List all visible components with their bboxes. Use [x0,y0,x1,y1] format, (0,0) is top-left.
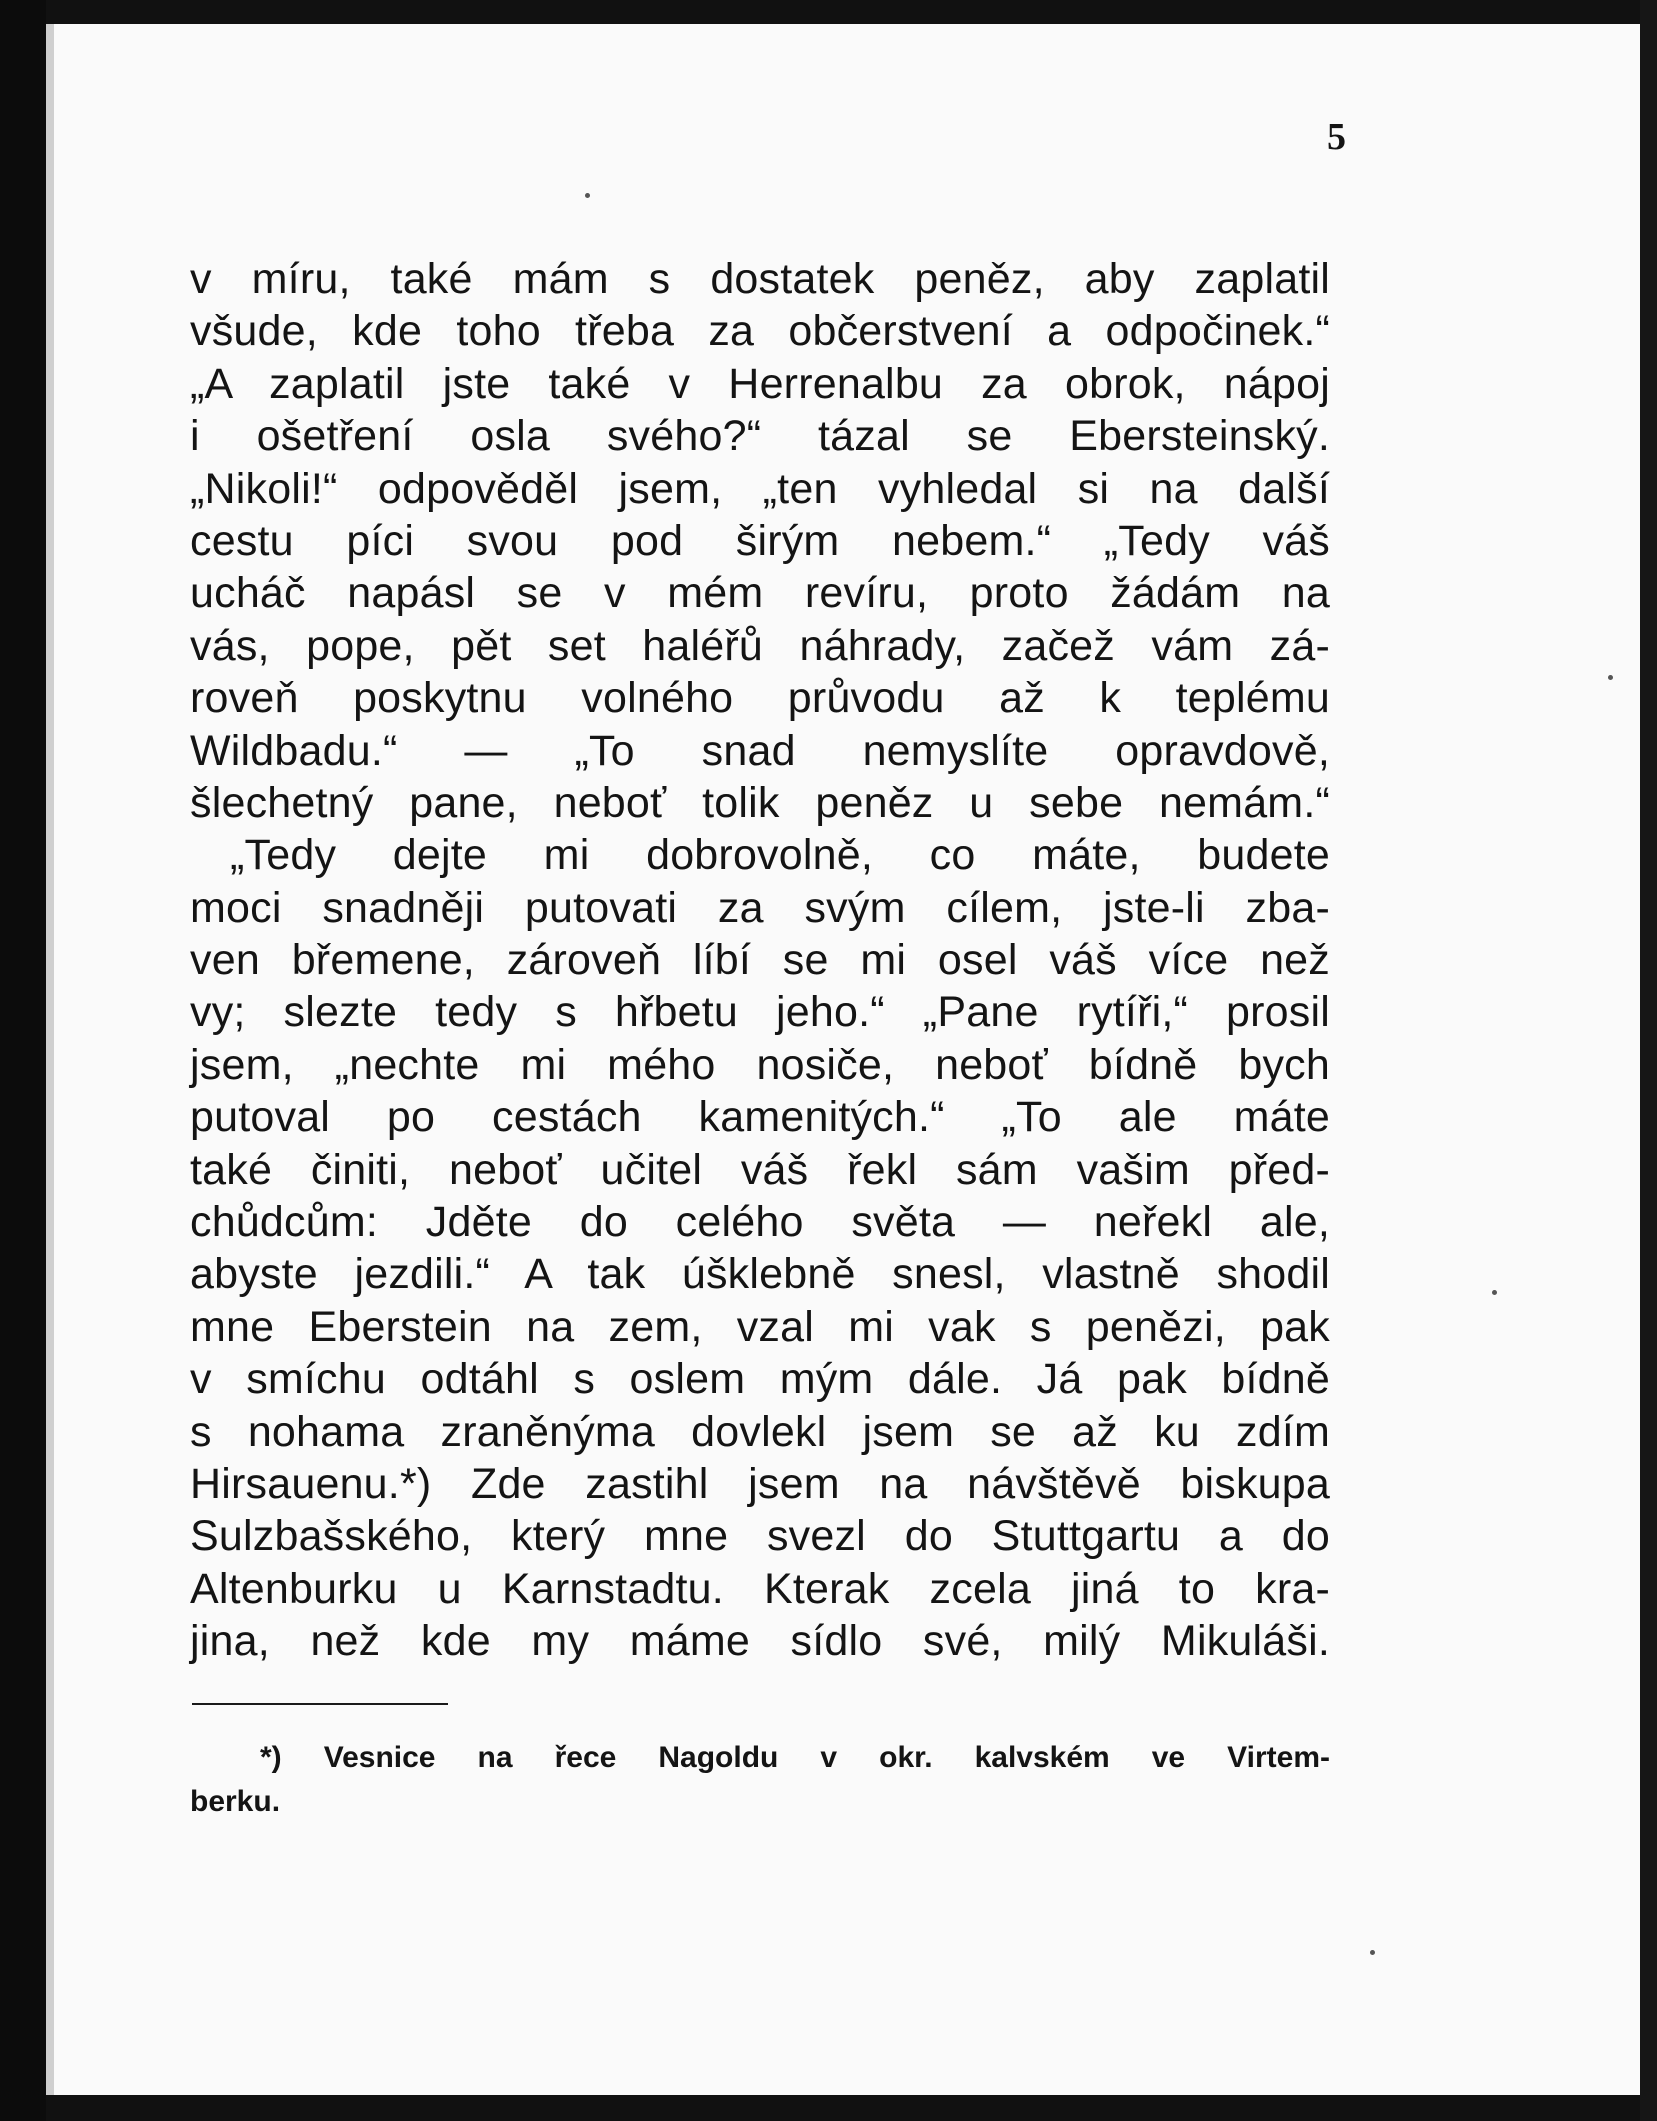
scan-speck [1370,1950,1375,1955]
text-line: abyste jezdili.“ A tak úšklebně snesl, vlastně shodil [190,1250,1330,1299]
text-line: Sulzbašského, který mne svezl do Stuttgartu a do [190,1512,1330,1561]
scan-edge-right [1640,0,1657,2121]
text-line: ucháč napásl se v mém revíru, proto žádám na [190,569,1330,618]
text-line: cestu píci svou pod širým nebem.“ „Tedy váš [190,516,1330,565]
body-text [190,253,1330,1668]
text-line: vás, pope, pět set haléřů náhrady, začež vám zá- [190,621,1330,670]
text-line: chůdcům: Jděte do celého světa — neřekl ale, [190,1198,1330,1247]
text-line: „Tedy dejte mi dobrovolně, co máte, budete [230,831,1330,880]
text-line: jina, než kde my máme sídlo své, milý Mikuláši. [190,1617,1330,1666]
text-line: putoval po cestách kamenitých.“ „To ale máte [190,1093,1330,1142]
text-line: ven břemene, zároveň líbí se mi osel váš více než [190,936,1330,985]
text-line: v míru, také mám s dostatek peněz, aby zaplatil [190,255,1330,303]
text-line: „Nikoli!“ odpověděl jsem, „ten vyhledal si na další [190,464,1330,513]
scan-speck [585,193,590,198]
scan-speck [1492,1290,1497,1295]
text-line: také činiti, neboť učitel váš řekl sám vašim před- [190,1145,1330,1194]
text-line: všude, kde toho třeba za občerstvení a odpočinek.“ [190,307,1330,356]
footnote [190,1736,1330,1824]
text-line: jsem, „nechte mi mého nosiče, neboť bídně bych [190,1040,1330,1089]
text-line: i ošetření osla svého?“ tázal se Ebersteinský. [190,412,1330,461]
scan-edge-top [46,0,1657,24]
scan-edge-left-inner [46,0,54,2121]
footnote-rule [192,1703,448,1705]
text-line: s nohama zraněnýma dovlekl jsem se až ku zdím [190,1407,1330,1456]
text-line: roveň poskytnu volného průvodu až k teplému [190,674,1330,723]
text-line: Altenburku u Karnstadtu. Kterak zcela jiná to kra- [190,1564,1330,1613]
footnote-line: *) Vesnice na řece Nagoldu v okr. kalvském ve Virtem- [260,1741,1330,1774]
text-line: vy; slezte tedy s hřbetu jeho.“ „Pane rytíři,“ prosil [190,988,1330,1037]
text-line: v smíchu odtáhl s oslem mým dále. Já pak bídně [190,1355,1330,1404]
text-line: „A zaplatil jste také v Herrenalbu za obrok, nápoj [190,359,1330,408]
text-line: Hirsauenu.*) Zde zastihl jsem na návštěvě biskupa [190,1459,1330,1508]
text-line: šlechetný pane, neboť tolik peněz u sebe nemám.“ [190,778,1330,827]
text-line: Wildbadu.“ — „To snad nemyslíte opravdově, [190,726,1330,775]
footnote-line: berku. [190,1785,281,1818]
text-line: mne Eberstein na zem, vzal mi vak s penězi, pak [190,1302,1330,1351]
text-line: moci snadněji putovati za svým cílem, jste-li zba- [190,883,1330,932]
page-number: 5 [1327,116,1346,158]
scan-speck [1608,675,1613,680]
scan-edge-left [0,0,46,2121]
scan-edge-bottom [46,2095,1657,2121]
